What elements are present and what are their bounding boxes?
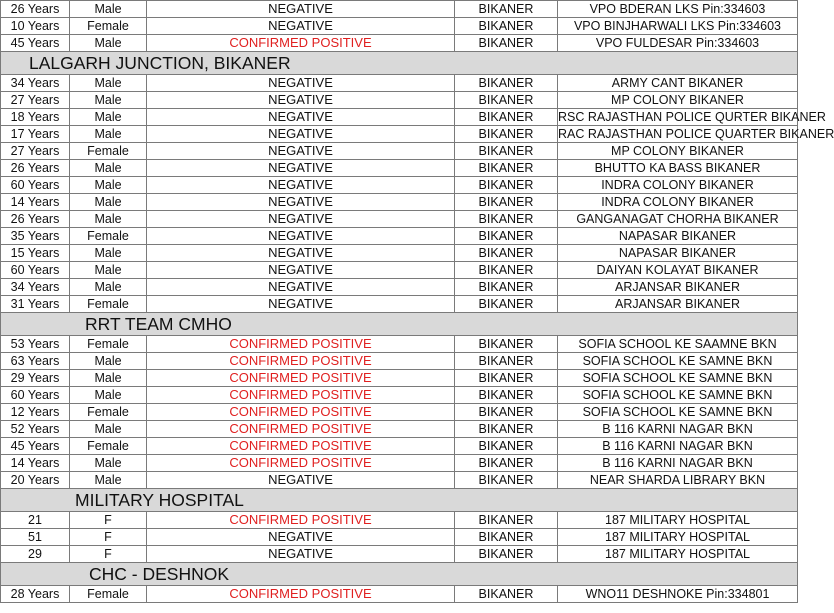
result-cell: NEGATIVE bbox=[147, 228, 455, 245]
district-cell: BIKANER bbox=[455, 35, 558, 52]
address-cell: ARMY CANT BIKANER bbox=[558, 75, 798, 92]
gender-cell: Male bbox=[70, 387, 147, 404]
district-cell: BIKANER bbox=[455, 421, 558, 438]
address-cell: ARJANSAR BIKANER bbox=[558, 279, 798, 296]
result-cell: NEGATIVE bbox=[147, 18, 455, 35]
gender-cell: Male bbox=[70, 421, 147, 438]
result-cell: CONFIRMED POSITIVE bbox=[147, 387, 455, 404]
address-cell: RAC RAJASTHAN POLICE QUARTER BIKANER bbox=[558, 127, 834, 141]
gender-cell: Male bbox=[70, 370, 147, 387]
address-cell: SOFIA SCHOOL KE SAAMNE BKN bbox=[558, 336, 798, 353]
gender-cell: Male bbox=[70, 35, 147, 52]
age-cell: 28 Years bbox=[1, 586, 70, 603]
gender-cell: Male bbox=[70, 211, 147, 228]
result-cell: NEGATIVE bbox=[147, 279, 455, 296]
district-cell: BIKANER bbox=[455, 177, 558, 194]
district-cell: BIKANER bbox=[455, 92, 558, 109]
section-title: LALGARH JUNCTION, BIKANER bbox=[1, 52, 798, 75]
age-cell: 29 bbox=[1, 546, 70, 563]
gender-cell: Female bbox=[70, 228, 147, 245]
age-cell: 63 Years bbox=[1, 353, 70, 370]
section-header bbox=[1, 52, 798, 75]
district-cell: BIKANER bbox=[455, 109, 558, 126]
gender-cell: Male bbox=[70, 194, 147, 211]
address-cell: VPO FULDESAR Pin:334603 bbox=[558, 35, 798, 52]
result-cell: NEGATIVE bbox=[147, 126, 455, 143]
gender-cell: Male bbox=[70, 455, 147, 472]
address-cell: BHUTTO KA BASS BIKANER bbox=[558, 160, 798, 177]
result-cell: NEGATIVE bbox=[147, 472, 455, 489]
address-cell: NAPASAR BIKANER bbox=[558, 245, 798, 262]
result-cell: CONFIRMED POSITIVE bbox=[147, 455, 455, 472]
address-cell: 187 MILITARY HOSPITAL bbox=[558, 512, 798, 529]
section-title: CHC - DESHNOK bbox=[1, 563, 798, 586]
district-cell: BIKANER bbox=[455, 370, 558, 387]
district-cell: BIKANER bbox=[455, 262, 558, 279]
age-cell: 27 Years bbox=[1, 92, 70, 109]
table-row bbox=[1, 109, 798, 126]
address-cell: RSC RAJASTHAN POLICE QURTER BIKANER bbox=[558, 110, 826, 124]
district-cell: BIKANER bbox=[455, 18, 558, 35]
result-cell: NEGATIVE bbox=[147, 262, 455, 279]
age-cell: 21 bbox=[1, 512, 70, 529]
district-cell: BIKANER bbox=[455, 512, 558, 529]
district-cell: BIKANER bbox=[455, 438, 558, 455]
age-cell: 60 Years bbox=[1, 177, 70, 194]
table-row bbox=[1, 211, 798, 228]
age-cell: 10 Years bbox=[1, 18, 70, 35]
result-cell: NEGATIVE bbox=[147, 160, 455, 177]
gender-cell: Female bbox=[70, 143, 147, 160]
section-header bbox=[1, 563, 798, 586]
age-cell: 52 Years bbox=[1, 421, 70, 438]
results-table-body bbox=[1, 1, 834, 603]
address-cell: SOFIA SCHOOL KE SAMNE BKN bbox=[558, 353, 798, 370]
result-cell: NEGATIVE bbox=[147, 75, 455, 92]
age-cell: 35 Years bbox=[1, 228, 70, 245]
district-cell: BIKANER bbox=[455, 1, 558, 18]
district-cell: BIKANER bbox=[455, 279, 558, 296]
address-cell: MP COLONY BIKANER bbox=[558, 92, 798, 109]
gender-cell: F bbox=[70, 546, 147, 563]
address-cell: VPO BDERAN LKS Pin:334603 bbox=[558, 1, 798, 18]
age-cell: 14 Years bbox=[1, 194, 70, 211]
gender-cell: Male bbox=[70, 92, 147, 109]
address-cell: VPO BINJHARWALI LKS Pin:334603 bbox=[558, 18, 798, 35]
address-cell: DAIYAN KOLAYAT BIKANER bbox=[558, 262, 798, 279]
section-title: MILITARY HOSPITAL bbox=[1, 489, 798, 512]
address-cell: MP COLONY BIKANER bbox=[558, 143, 798, 160]
district-cell: BIKANER bbox=[455, 143, 558, 160]
result-cell: NEGATIVE bbox=[147, 546, 455, 563]
table-row bbox=[1, 92, 798, 109]
age-cell: 34 Years bbox=[1, 279, 70, 296]
table-row bbox=[1, 336, 798, 353]
gender-cell: Male bbox=[70, 160, 147, 177]
result-cell: NEGATIVE bbox=[147, 92, 455, 109]
age-cell: 45 Years bbox=[1, 438, 70, 455]
result-cell: CONFIRMED POSITIVE bbox=[147, 404, 455, 421]
gender-cell: Male bbox=[70, 126, 147, 143]
district-cell: BIKANER bbox=[455, 529, 558, 546]
gender-cell: Female bbox=[70, 296, 147, 313]
address-cell: 187 MILITARY HOSPITAL bbox=[558, 546, 798, 563]
age-cell: 31 Years bbox=[1, 296, 70, 313]
age-cell: 20 Years bbox=[1, 472, 70, 489]
district-cell: BIKANER bbox=[455, 387, 558, 404]
age-cell: 51 bbox=[1, 529, 70, 546]
section-header bbox=[1, 313, 798, 336]
table-row bbox=[1, 262, 798, 279]
table-row bbox=[1, 18, 798, 35]
result-cell: NEGATIVE bbox=[147, 245, 455, 262]
result-cell: NEGATIVE bbox=[147, 296, 455, 313]
table-row bbox=[1, 160, 798, 177]
result-cell: NEGATIVE bbox=[147, 194, 455, 211]
age-cell: 12 Years bbox=[1, 404, 70, 421]
table-row bbox=[1, 245, 798, 262]
age-cell: 15 Years bbox=[1, 245, 70, 262]
district-cell: BIKANER bbox=[455, 546, 558, 563]
district-cell: BIKANER bbox=[455, 211, 558, 228]
address-cell: WNO11 DESHNOKE Pin:334801 bbox=[558, 586, 798, 603]
result-cell: CONFIRMED POSITIVE bbox=[147, 421, 455, 438]
age-cell: 29 Years bbox=[1, 370, 70, 387]
result-cell: CONFIRMED POSITIVE bbox=[147, 512, 455, 529]
result-cell: NEGATIVE bbox=[147, 211, 455, 228]
address-cell: GANGANAGAT CHORHA BIKANER bbox=[558, 211, 798, 228]
table-row bbox=[1, 353, 798, 370]
result-cell: CONFIRMED POSITIVE bbox=[147, 586, 455, 603]
age-cell: 26 Years bbox=[1, 211, 70, 228]
address-cell: ARJANSAR BIKANER bbox=[558, 296, 798, 313]
result-cell: NEGATIVE bbox=[147, 529, 455, 546]
result-cell: CONFIRMED POSITIVE bbox=[147, 438, 455, 455]
district-cell: BIKANER bbox=[455, 296, 558, 313]
table-row bbox=[1, 438, 798, 455]
gender-cell: F bbox=[70, 529, 147, 546]
address-cell: 187 MILITARY HOSPITAL bbox=[558, 529, 798, 546]
table-row bbox=[1, 455, 798, 472]
address-cell: B 116 KARNI NAGAR BKN bbox=[558, 455, 798, 472]
address-cell: B 116 KARNI NAGAR BKN bbox=[558, 421, 798, 438]
age-cell: 53 Years bbox=[1, 336, 70, 353]
result-cell: CONFIRMED POSITIVE bbox=[147, 370, 455, 387]
district-cell: BIKANER bbox=[455, 455, 558, 472]
address-cell: NAPASAR BIKANER bbox=[558, 228, 798, 245]
gender-cell: Female bbox=[70, 404, 147, 421]
district-cell: BIKANER bbox=[455, 336, 558, 353]
table-row bbox=[1, 194, 798, 211]
table-row bbox=[1, 126, 798, 143]
gender-cell: Male bbox=[70, 472, 147, 489]
table-row bbox=[1, 228, 798, 245]
table-row bbox=[1, 75, 798, 92]
address-cell: INDRA COLONY BIKANER bbox=[558, 194, 798, 211]
gender-cell: Male bbox=[70, 177, 147, 194]
gender-cell: Male bbox=[70, 109, 147, 126]
district-cell: BIKANER bbox=[455, 404, 558, 421]
district-cell: BIKANER bbox=[455, 126, 558, 143]
age-cell: 17 Years bbox=[1, 126, 70, 143]
table-row bbox=[1, 546, 798, 563]
section-header bbox=[1, 489, 798, 512]
table-row bbox=[1, 177, 798, 194]
gender-cell: Male bbox=[70, 245, 147, 262]
address-cell: B 116 KARNI NAGAR BKN bbox=[558, 438, 798, 455]
district-cell: BIKANER bbox=[455, 245, 558, 262]
result-cell: CONFIRMED POSITIVE bbox=[147, 353, 455, 370]
gender-cell: Male bbox=[70, 353, 147, 370]
gender-cell: Male bbox=[70, 279, 147, 296]
gender-cell: Female bbox=[70, 18, 147, 35]
gender-cell: Female bbox=[70, 336, 147, 353]
age-cell: 60 Years bbox=[1, 387, 70, 404]
age-cell: 34 Years bbox=[1, 75, 70, 92]
result-cell: CONFIRMED POSITIVE bbox=[147, 35, 455, 52]
table-row bbox=[1, 370, 798, 387]
result-cell: NEGATIVE bbox=[147, 177, 455, 194]
age-cell: 18 Years bbox=[1, 109, 70, 126]
table-row bbox=[1, 35, 798, 52]
gender-cell: Female bbox=[70, 438, 147, 455]
district-cell: BIKANER bbox=[455, 228, 558, 245]
table-row bbox=[1, 1, 798, 18]
district-cell: BIKANER bbox=[455, 353, 558, 370]
table-row bbox=[1, 143, 798, 160]
result-cell: NEGATIVE bbox=[147, 1, 455, 18]
district-cell: BIKANER bbox=[455, 194, 558, 211]
gender-cell: Female bbox=[70, 586, 147, 603]
table-row bbox=[1, 421, 798, 438]
district-cell: BIKANER bbox=[455, 472, 558, 489]
gender-cell: Male bbox=[70, 75, 147, 92]
table-row bbox=[1, 387, 798, 404]
table-row bbox=[1, 404, 798, 421]
table-row bbox=[1, 472, 798, 489]
table-row bbox=[1, 279, 798, 296]
district-cell: BIKANER bbox=[455, 586, 558, 603]
address-cell: SOFIA SCHOOL KE SAMNE BKN bbox=[558, 404, 798, 421]
gender-cell: F bbox=[70, 512, 147, 529]
table-row bbox=[1, 512, 798, 529]
table-row bbox=[1, 296, 798, 313]
age-cell: 26 Years bbox=[1, 160, 70, 177]
age-cell: 14 Years bbox=[1, 455, 70, 472]
table-row bbox=[1, 529, 798, 546]
age-cell: 45 Years bbox=[1, 35, 70, 52]
age-cell: 60 Years bbox=[1, 262, 70, 279]
address-cell: SOFIA SCHOOL KE SAMNE BKN bbox=[558, 387, 798, 404]
section-title: RRT TEAM CMHO bbox=[1, 313, 798, 336]
address-cell: SOFIA SCHOOL KE SAMNE BKN bbox=[558, 370, 798, 387]
age-cell: 27 Years bbox=[1, 143, 70, 160]
age-cell: 26 Years bbox=[1, 1, 70, 18]
gender-cell: Male bbox=[70, 262, 147, 279]
result-cell: NEGATIVE bbox=[147, 109, 455, 126]
table-row bbox=[1, 586, 798, 603]
address-cell: INDRA COLONY BIKANER bbox=[558, 177, 798, 194]
result-cell: NEGATIVE bbox=[147, 143, 455, 160]
gender-cell: Male bbox=[70, 1, 147, 18]
result-cell: CONFIRMED POSITIVE bbox=[147, 336, 455, 353]
district-cell: BIKANER bbox=[455, 160, 558, 177]
address-cell: NEAR SHARDA LIBRARY BKN bbox=[558, 472, 798, 489]
district-cell: BIKANER bbox=[455, 75, 558, 92]
